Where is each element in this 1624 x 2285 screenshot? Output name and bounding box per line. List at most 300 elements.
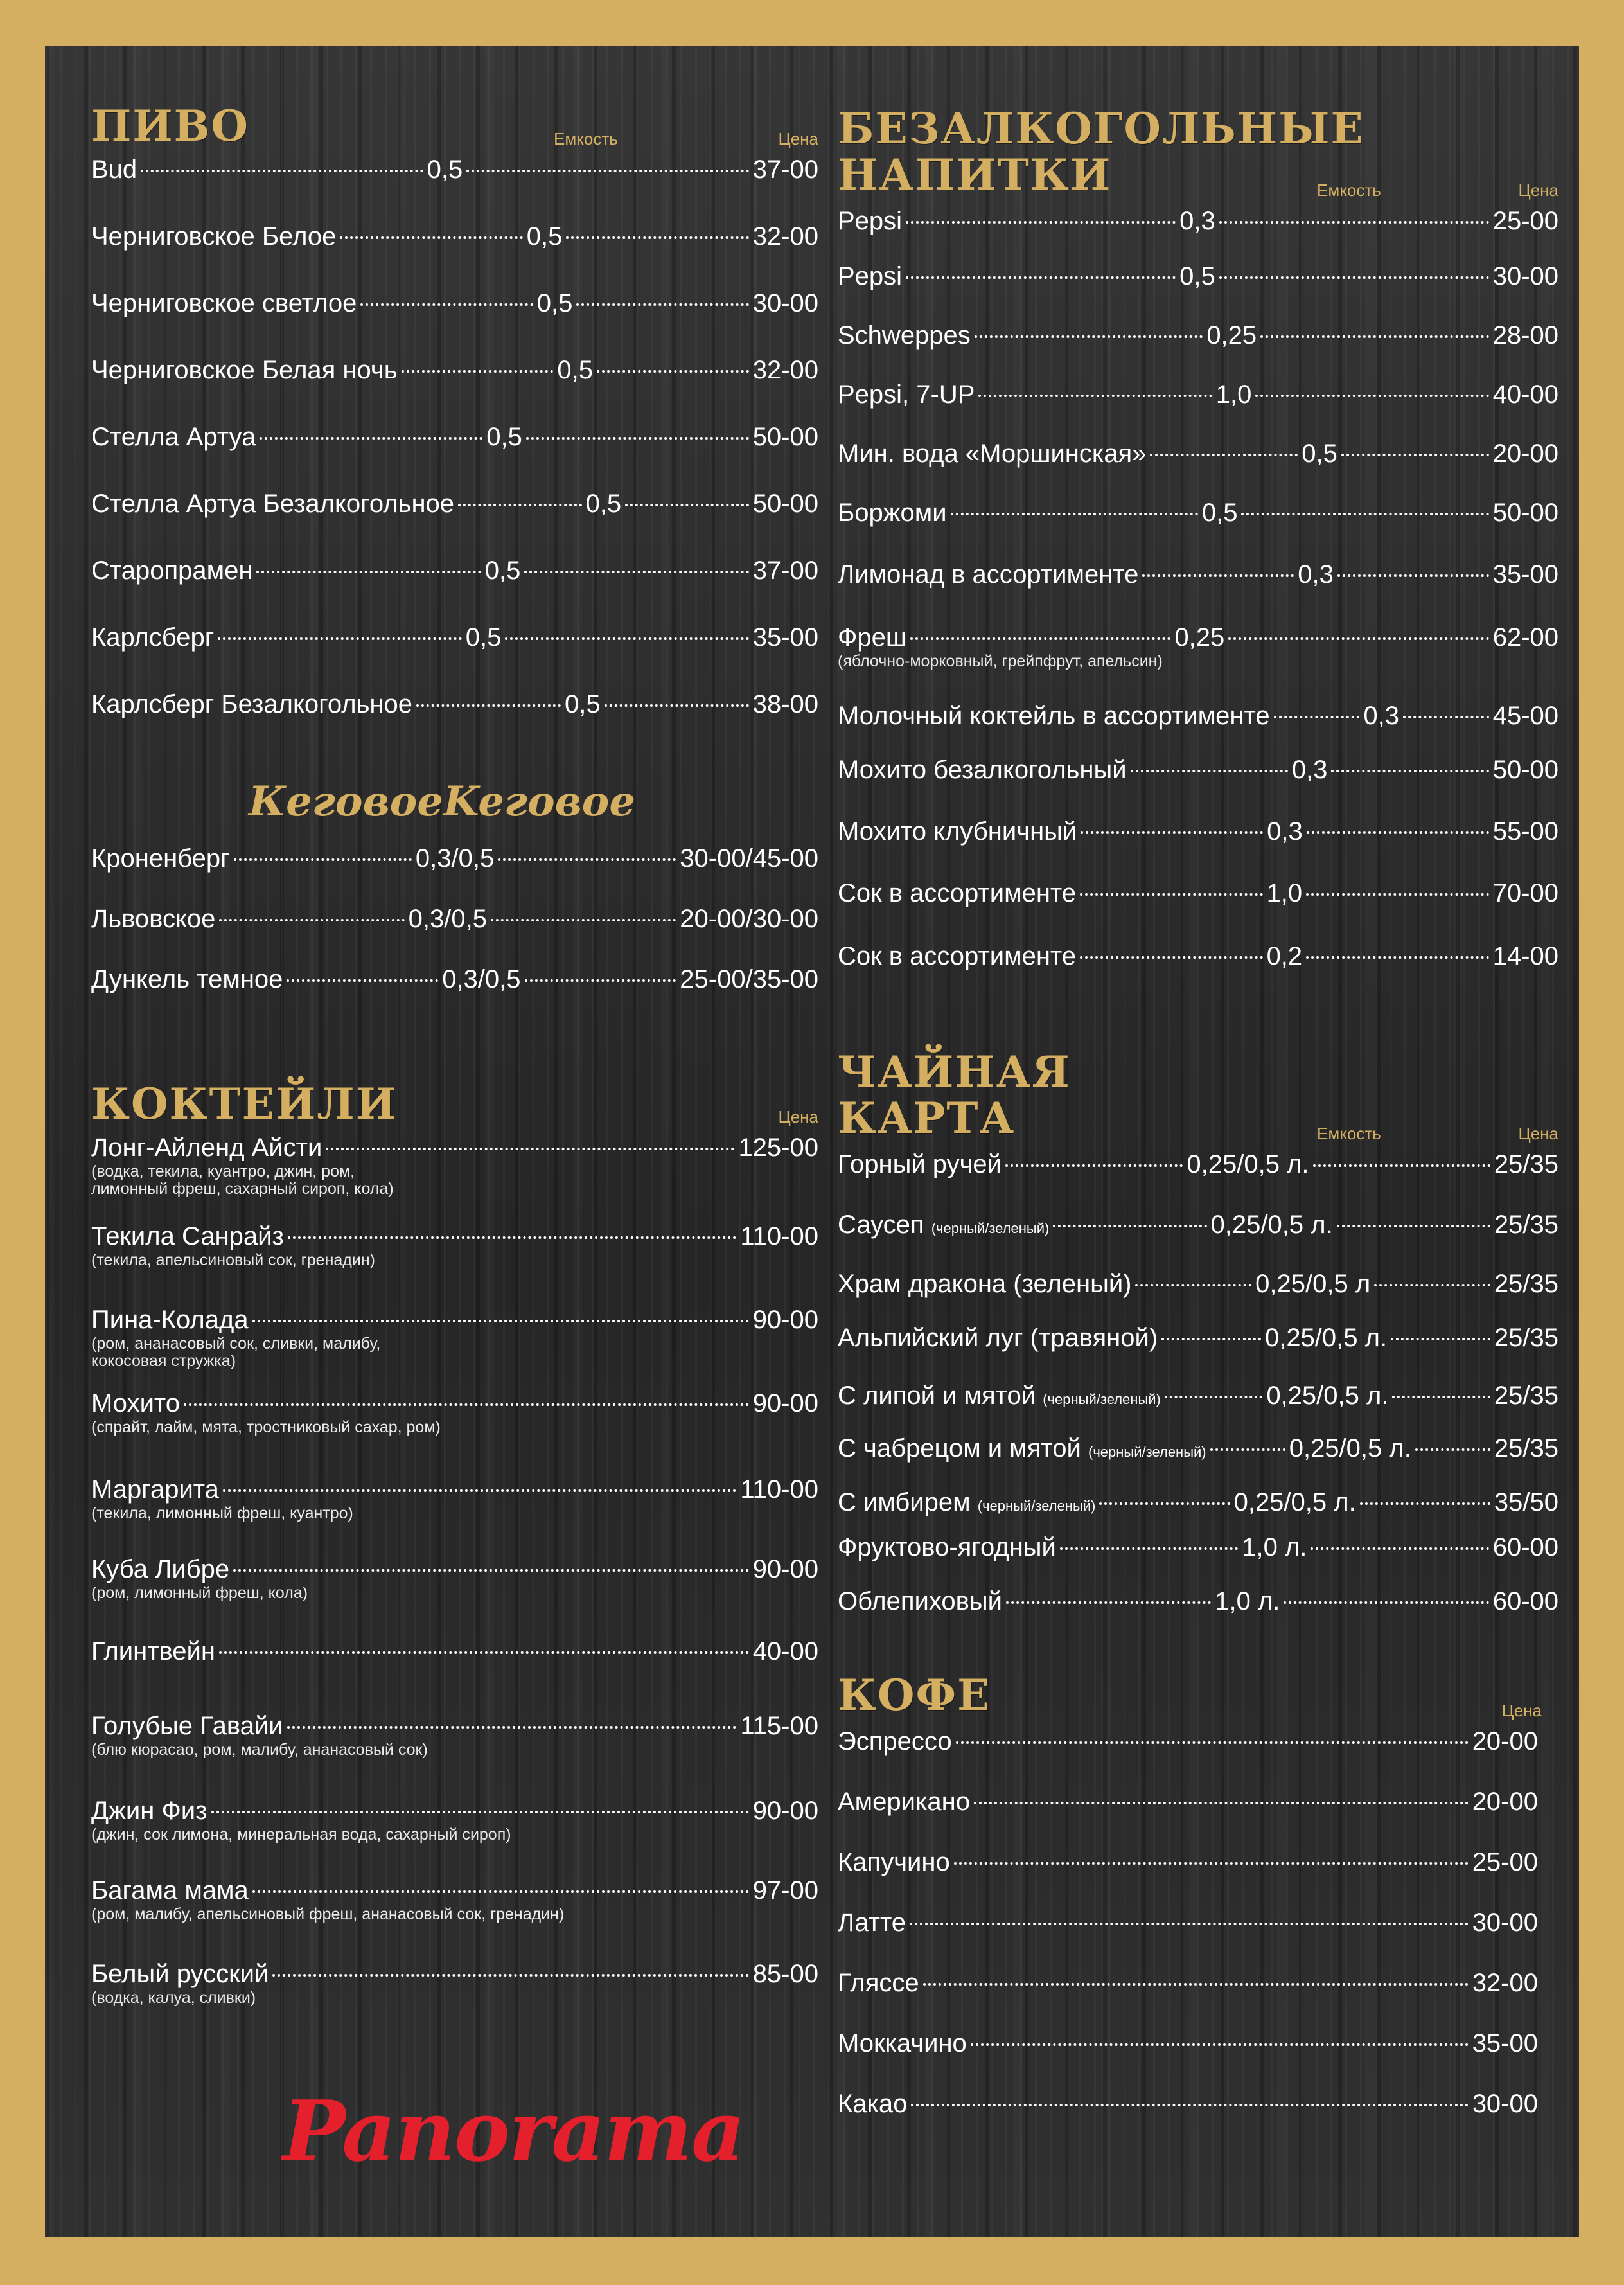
coffee-item xyxy=(838,1726,1538,1786)
item-line xyxy=(91,1711,818,1741)
item-line xyxy=(91,422,818,452)
beer-item xyxy=(91,622,818,689)
section-title-line-1: БЕЗАЛКОГОЛЬНЫЕ xyxy=(838,103,1364,154)
item-name-text: Джин Физ xyxy=(91,1797,207,1825)
item-line xyxy=(838,1268,1558,1299)
item-name-text: Белый русский xyxy=(91,1960,269,1988)
tea-item xyxy=(838,1380,1558,1433)
dot-leader xyxy=(951,513,1198,515)
item-price: 97-00 xyxy=(752,1876,818,1905)
soft-item xyxy=(838,497,1558,559)
item-name-text: Саусеп xyxy=(838,1211,924,1239)
dot-leader xyxy=(260,437,482,440)
cocktails-item xyxy=(91,1132,818,1221)
dot-leader xyxy=(1403,716,1489,718)
item-name-text: Латте xyxy=(838,1908,906,1937)
item-description: (текила, лимонный фреш, куантро) xyxy=(91,1504,353,1522)
price-label: Цена xyxy=(778,1107,818,1126)
item-name-text: Черниговское Белая ночь xyxy=(91,356,398,384)
item-name-text: Карлсберг xyxy=(91,623,215,652)
item-price: 30-00 xyxy=(752,289,819,317)
dot-leader xyxy=(978,395,1212,397)
item-line xyxy=(838,379,1558,410)
dot-leader xyxy=(1284,1601,1488,1604)
beer-item xyxy=(91,221,818,288)
dot-leader xyxy=(1080,893,1263,896)
item-line xyxy=(838,559,1558,590)
item-name xyxy=(91,422,256,452)
section-title xyxy=(838,1049,1558,1141)
item-price: 90-00 xyxy=(752,1306,818,1334)
coffee-header xyxy=(838,1672,1558,1726)
item-name-text: Сок в ассортименте xyxy=(838,879,1077,907)
dot-leader xyxy=(906,221,1176,224)
item-name-text: Текила Санрайз xyxy=(91,1222,284,1250)
item-line xyxy=(91,221,818,252)
item-volume: 0,3/0,5 xyxy=(415,844,495,873)
item-name-text: Фреш xyxy=(838,623,906,652)
item-name xyxy=(91,1959,269,1989)
coffee-section xyxy=(838,1672,1558,2149)
item-line xyxy=(91,1636,818,1667)
item-price: 110-00 xyxy=(740,1475,818,1504)
item-line xyxy=(838,261,1558,292)
item-volume: 1,0 л. xyxy=(1242,1533,1307,1561)
item-line xyxy=(838,1847,1538,1878)
dot-leader xyxy=(1131,770,1288,772)
item-price: 30-00 xyxy=(1472,2090,1538,2118)
item-subnote: (черный/зеленый) xyxy=(977,1498,1096,1514)
dot-leader xyxy=(1274,716,1360,718)
item-line xyxy=(838,878,1558,909)
capacity-label: Емкость xyxy=(1317,181,1381,200)
item-price: 115-00 xyxy=(740,1712,818,1740)
dot-leader xyxy=(1331,770,1488,772)
cocktails-item xyxy=(91,1388,818,1474)
dot-leader xyxy=(1337,574,1489,577)
item-name-text: Американо xyxy=(838,1788,970,1816)
tea-item xyxy=(838,1487,1558,1532)
item-name xyxy=(91,1554,229,1585)
item-description: (водка, текила, куантро, джин, ром, лимонный фреш, сахарный сироп, кола) xyxy=(91,1162,394,1198)
item-name xyxy=(838,1149,1002,1180)
dot-leader xyxy=(219,1651,749,1654)
beer-item xyxy=(91,689,818,756)
item-description: (ром, лимонный фреш, кола) xyxy=(91,1584,308,1602)
tea-item xyxy=(838,1532,1558,1586)
dot-leader xyxy=(1337,1225,1490,1227)
item-name xyxy=(91,154,137,185)
item-name-text: Pepsi, 7-UP xyxy=(838,380,975,409)
item-name xyxy=(91,1132,322,1163)
price-label: Цена xyxy=(778,129,818,148)
item-volume: 0,5 xyxy=(484,556,521,585)
item-volume: 0,25/0,5 л. xyxy=(1233,1488,1356,1516)
item-price: 32-00 xyxy=(752,356,819,384)
item-price: 85-00 xyxy=(752,1960,818,1988)
item-price: 25/35 xyxy=(1494,1382,1558,1410)
item-description: (блю кюрасао, ром, малибу, ананасовый сок) xyxy=(91,1741,428,1759)
item-description: (ром, малибу, апельсиновый фреш, ананасовый сок, гренадин) xyxy=(91,1905,565,1923)
cocktails-section xyxy=(91,1081,818,2036)
item-volume: 0,2 xyxy=(1266,942,1303,970)
item-volume: 0,5 xyxy=(486,423,522,451)
item-price: 25-00 xyxy=(1472,1848,1538,1876)
dot-leader xyxy=(1307,831,1489,834)
item-volume: 0,25/0,5 л. xyxy=(1266,1382,1389,1410)
dot-leader xyxy=(1228,637,1488,640)
dot-leader xyxy=(526,437,749,440)
item-name-text: Капучино xyxy=(838,1848,950,1876)
keg-section xyxy=(91,779,818,1024)
item-name-text: Багама мама xyxy=(91,1876,249,1905)
price-label: Цена xyxy=(1518,181,1558,200)
dot-leader xyxy=(287,1726,737,1729)
tea-item xyxy=(838,1268,1558,1322)
item-volume: 0,5 xyxy=(536,289,573,317)
dot-leader xyxy=(1306,956,1489,959)
keg-list xyxy=(91,843,818,1024)
item-name-text: Маргарита xyxy=(91,1475,219,1504)
section-title: КОКТЕЙЛИ xyxy=(91,1079,398,1129)
item-price: 20-00 xyxy=(1472,1788,1538,1816)
cocktails-list xyxy=(91,1132,818,2036)
dot-leader xyxy=(954,1862,1469,1865)
dot-leader xyxy=(1360,1502,1490,1505)
dot-leader xyxy=(211,1811,749,1813)
item-line xyxy=(91,1795,818,1826)
cocktails-item xyxy=(91,1711,818,1795)
capacity-label: Емкость xyxy=(1317,1124,1381,1143)
dot-leader xyxy=(1135,1284,1251,1286)
item-name xyxy=(838,2028,967,2059)
item-volume: 0,5 xyxy=(565,690,601,718)
item-line xyxy=(91,355,818,386)
dot-leader xyxy=(910,1923,1469,1925)
dot-leader xyxy=(252,1890,749,1893)
item-name xyxy=(91,355,398,386)
item-name xyxy=(838,2088,907,2119)
item-line xyxy=(838,497,1558,528)
dot-leader xyxy=(1099,1502,1230,1505)
item-line xyxy=(91,1388,818,1419)
menu-board xyxy=(45,46,1579,2237)
dot-leader xyxy=(1150,454,1298,456)
dot-leader xyxy=(1005,1164,1183,1167)
coffee-item xyxy=(838,2088,1538,2149)
beer-section xyxy=(91,103,818,756)
soft-drinks-list xyxy=(838,206,1558,1004)
item-name xyxy=(91,1636,215,1667)
item-volume: 0,5 xyxy=(557,356,593,384)
dot-leader xyxy=(1241,513,1488,515)
item-name-text: Альпийский луг (травяной) xyxy=(838,1324,1158,1352)
dot-leader xyxy=(326,1148,734,1150)
item-line xyxy=(838,1149,1558,1180)
item-line xyxy=(91,1959,818,1989)
dot-leader xyxy=(1313,1164,1490,1167)
item-name-text: Стелла Артуа Безалкогольное xyxy=(91,490,455,518)
item-line xyxy=(838,1532,1558,1563)
item-name-text: Голубые Гавайи xyxy=(91,1712,283,1740)
price-label: Цена xyxy=(1501,1701,1542,1720)
item-line xyxy=(838,1907,1538,1938)
dot-leader xyxy=(340,236,522,239)
item-name xyxy=(91,288,357,319)
item-name xyxy=(838,1847,950,1878)
item-price: 25/35 xyxy=(1494,1211,1558,1239)
item-name xyxy=(91,1711,283,1741)
section-title: КОФЕ xyxy=(838,1670,991,1720)
dot-leader xyxy=(218,637,461,640)
dot-leader xyxy=(956,1741,1469,1744)
dot-leader xyxy=(524,571,748,573)
item-name-text: Pepsi xyxy=(838,207,903,235)
coffee-item xyxy=(838,1907,1538,1968)
item-volume: 0,3 xyxy=(1179,207,1215,235)
item-line xyxy=(838,941,1558,972)
dot-leader xyxy=(1165,1396,1262,1398)
keg-title: КеговоеKeговое xyxy=(248,778,636,826)
dot-leader xyxy=(505,637,748,640)
dot-leader xyxy=(1081,831,1263,834)
dot-leader xyxy=(252,1320,749,1322)
section-title: ПИВО xyxy=(91,101,249,151)
dot-leader xyxy=(1311,1547,1488,1550)
tea-section xyxy=(838,1049,1558,1640)
item-price: 50-00 xyxy=(1492,499,1559,527)
item-volume: 0,25 xyxy=(1174,623,1225,652)
dot-leader xyxy=(184,1403,749,1406)
item-volume: 0,5 xyxy=(585,490,622,518)
cocktails-item xyxy=(91,1795,818,1875)
item-name xyxy=(838,816,1077,847)
beer-list xyxy=(91,154,818,756)
item-volume: 0,25/0,5 л. xyxy=(1264,1324,1388,1352)
item-name xyxy=(838,700,1270,731)
item-price: 30-00 xyxy=(1492,262,1559,290)
item-name-text: Эспрессо xyxy=(838,1727,952,1756)
soft-item xyxy=(838,941,1558,1004)
item-name-text: Глинтвейн xyxy=(91,1637,215,1666)
item-name xyxy=(838,1209,1049,1244)
item-line xyxy=(838,2088,1538,2119)
item-volume: 1,0 л. xyxy=(1215,1587,1280,1615)
dot-leader xyxy=(1161,1338,1261,1340)
tea-list xyxy=(838,1149,1558,1640)
item-line xyxy=(91,1132,818,1163)
dot-leader xyxy=(234,858,412,861)
item-volume: 0,5 xyxy=(526,222,563,251)
item-name-text: Карлсберг Безалкогольное xyxy=(91,690,412,718)
dot-leader xyxy=(272,1974,748,1977)
dot-leader xyxy=(911,2104,1468,2106)
item-price: 14-00 xyxy=(1492,942,1558,970)
item-volume: 0,25 xyxy=(1206,321,1257,350)
item-price: 60-00 xyxy=(1492,1587,1559,1615)
dot-leader xyxy=(1255,395,1488,397)
item-line xyxy=(838,1209,1558,1244)
item-price: 28-00 xyxy=(1492,321,1558,350)
item-price: 25/35 xyxy=(1494,1324,1558,1352)
item-name xyxy=(91,1221,284,1252)
tea-item xyxy=(838,1433,1558,1487)
item-name xyxy=(838,206,902,236)
item-name-text: Стелла Артуа xyxy=(91,423,256,451)
item-price: 55-00 xyxy=(1492,817,1559,846)
item-volume: 0,25/0,5 л. xyxy=(1187,1150,1309,1178)
item-name xyxy=(91,689,412,720)
item-name-text: Bud xyxy=(91,156,137,184)
dot-leader xyxy=(576,303,748,306)
dot-leader xyxy=(625,504,749,506)
item-volume: 0,25/0,5 л. xyxy=(1210,1211,1333,1239)
item-line xyxy=(838,2028,1538,2059)
item-line xyxy=(91,1304,818,1335)
dot-leader xyxy=(256,571,481,573)
dot-leader xyxy=(233,1569,749,1572)
cocktails-item xyxy=(91,1304,818,1388)
item-line xyxy=(838,1726,1538,1757)
dot-leader xyxy=(219,919,404,921)
dot-leader xyxy=(605,704,749,707)
item-name-text: С чабрецом и мятой xyxy=(838,1434,1081,1463)
dot-leader xyxy=(360,303,533,306)
item-description: (водка, калуа, сливки) xyxy=(91,1989,256,2007)
item-line xyxy=(838,1786,1538,1817)
item-price: 50-00 xyxy=(752,423,818,451)
dot-leader xyxy=(141,170,423,172)
dot-leader xyxy=(287,979,438,982)
soft-item xyxy=(838,320,1558,379)
item-price: 40-00 xyxy=(752,1637,818,1666)
item-name-text: Черниговское светлое xyxy=(91,289,357,317)
item-name xyxy=(91,1795,207,1826)
item-price: 20-00 xyxy=(1472,1727,1538,1756)
item-description: (джин, сок лимона, минеральная вода, сахарный сироп) xyxy=(91,1826,511,1844)
item-name-text: Боржоми xyxy=(838,499,947,527)
coffee-item xyxy=(838,2028,1538,2088)
item-description: (текила, апельсиновый сок, гренадин) xyxy=(91,1251,375,1269)
price-label: Цена xyxy=(1518,1124,1558,1143)
dot-leader xyxy=(288,1236,737,1239)
item-volume: 0,3 xyxy=(1267,817,1303,846)
item-name-text: Кроненберг xyxy=(91,844,230,873)
item-name xyxy=(838,1786,970,1817)
dot-leader xyxy=(402,370,554,373)
item-volume: 1,0 xyxy=(1215,380,1252,409)
item-volume: 0,25/0,5 л. xyxy=(1289,1434,1411,1463)
item-price: 32-00 xyxy=(1472,1969,1538,1997)
item-line xyxy=(838,206,1558,236)
item-line xyxy=(838,700,1558,731)
dot-leader xyxy=(525,979,676,982)
tea-item xyxy=(838,1149,1558,1209)
item-line xyxy=(91,1474,818,1505)
item-price: 50-00 xyxy=(752,490,819,518)
item-name xyxy=(838,1433,1206,1468)
keg-item xyxy=(91,903,818,964)
item-name-text: Пина-Колада xyxy=(91,1306,249,1334)
item-name xyxy=(838,261,902,292)
item-name-text: Горный ручей xyxy=(838,1150,1002,1178)
cocktails-item xyxy=(91,1959,818,2036)
dot-leader xyxy=(1260,335,1489,338)
dot-leader xyxy=(1219,221,1489,224)
dot-leader xyxy=(1006,1601,1211,1604)
item-line xyxy=(838,1487,1558,1522)
capacity-label: Емкость xyxy=(554,129,618,148)
item-name xyxy=(838,1907,906,1938)
item-name xyxy=(838,941,1076,972)
item-price: 20-00/30-00 xyxy=(680,905,819,933)
coffee-list xyxy=(838,1726,1538,2149)
cocktails-item xyxy=(91,1636,818,1711)
dot-leader xyxy=(1060,1547,1238,1550)
item-line xyxy=(91,964,818,995)
item-name xyxy=(91,964,283,995)
item-name xyxy=(838,1968,919,1998)
beer-item xyxy=(91,355,818,422)
dot-leader xyxy=(974,1802,1469,1804)
item-name-text: Лимонад в ассортименте xyxy=(838,560,1139,589)
item-name xyxy=(91,1304,249,1335)
item-price: 37-00 xyxy=(752,156,818,184)
beer-item xyxy=(91,488,818,555)
item-name-text: Сок в ассортименте xyxy=(838,942,1077,970)
dot-leader xyxy=(975,335,1203,338)
item-name-text: Облепиховый xyxy=(838,1587,1002,1615)
item-line xyxy=(838,754,1558,785)
item-name-text: Мохито безалкогольный xyxy=(838,756,1127,784)
item-name xyxy=(838,622,906,653)
item-volume: 0,3 xyxy=(1291,756,1328,784)
item-name xyxy=(91,488,454,519)
item-price: 30-00/45-00 xyxy=(680,844,819,873)
tea-header xyxy=(838,1049,1558,1149)
item-line xyxy=(838,1433,1558,1468)
keg-item xyxy=(91,843,818,903)
item-line xyxy=(91,288,818,319)
dot-leader xyxy=(491,919,676,921)
soft-item xyxy=(838,559,1558,622)
item-name-text: Мохито клубничный xyxy=(838,817,1077,846)
soft-drinks-header xyxy=(838,105,1558,206)
dot-leader xyxy=(1415,1448,1490,1451)
keg-item xyxy=(91,964,818,1024)
item-line xyxy=(838,438,1558,469)
beer-header xyxy=(91,103,818,154)
item-name xyxy=(838,438,1146,469)
dot-leader xyxy=(1306,893,1489,896)
cocktails-item xyxy=(91,1554,818,1636)
item-name-text: Моккачино xyxy=(838,2029,967,2058)
item-name-text: Какао xyxy=(838,2090,908,2118)
cocktails-item xyxy=(91,1221,818,1304)
dot-leader xyxy=(1053,1225,1206,1227)
item-volume: 1,0 xyxy=(1266,879,1303,907)
dot-leader xyxy=(910,637,1170,640)
item-description: (ром, ананасовый сок, сливки, малибу, кокосовая стружка) xyxy=(91,1335,381,1370)
dot-leader xyxy=(458,504,582,506)
coffee-item xyxy=(838,1847,1538,1907)
item-name xyxy=(838,1487,1095,1522)
item-line xyxy=(91,1875,818,1906)
dot-leader xyxy=(1142,574,1294,577)
item-price: 35/50 xyxy=(1494,1488,1559,1516)
item-price: 20-00 xyxy=(1492,440,1558,468)
item-volume: 0,25/0,5 л xyxy=(1255,1270,1371,1298)
